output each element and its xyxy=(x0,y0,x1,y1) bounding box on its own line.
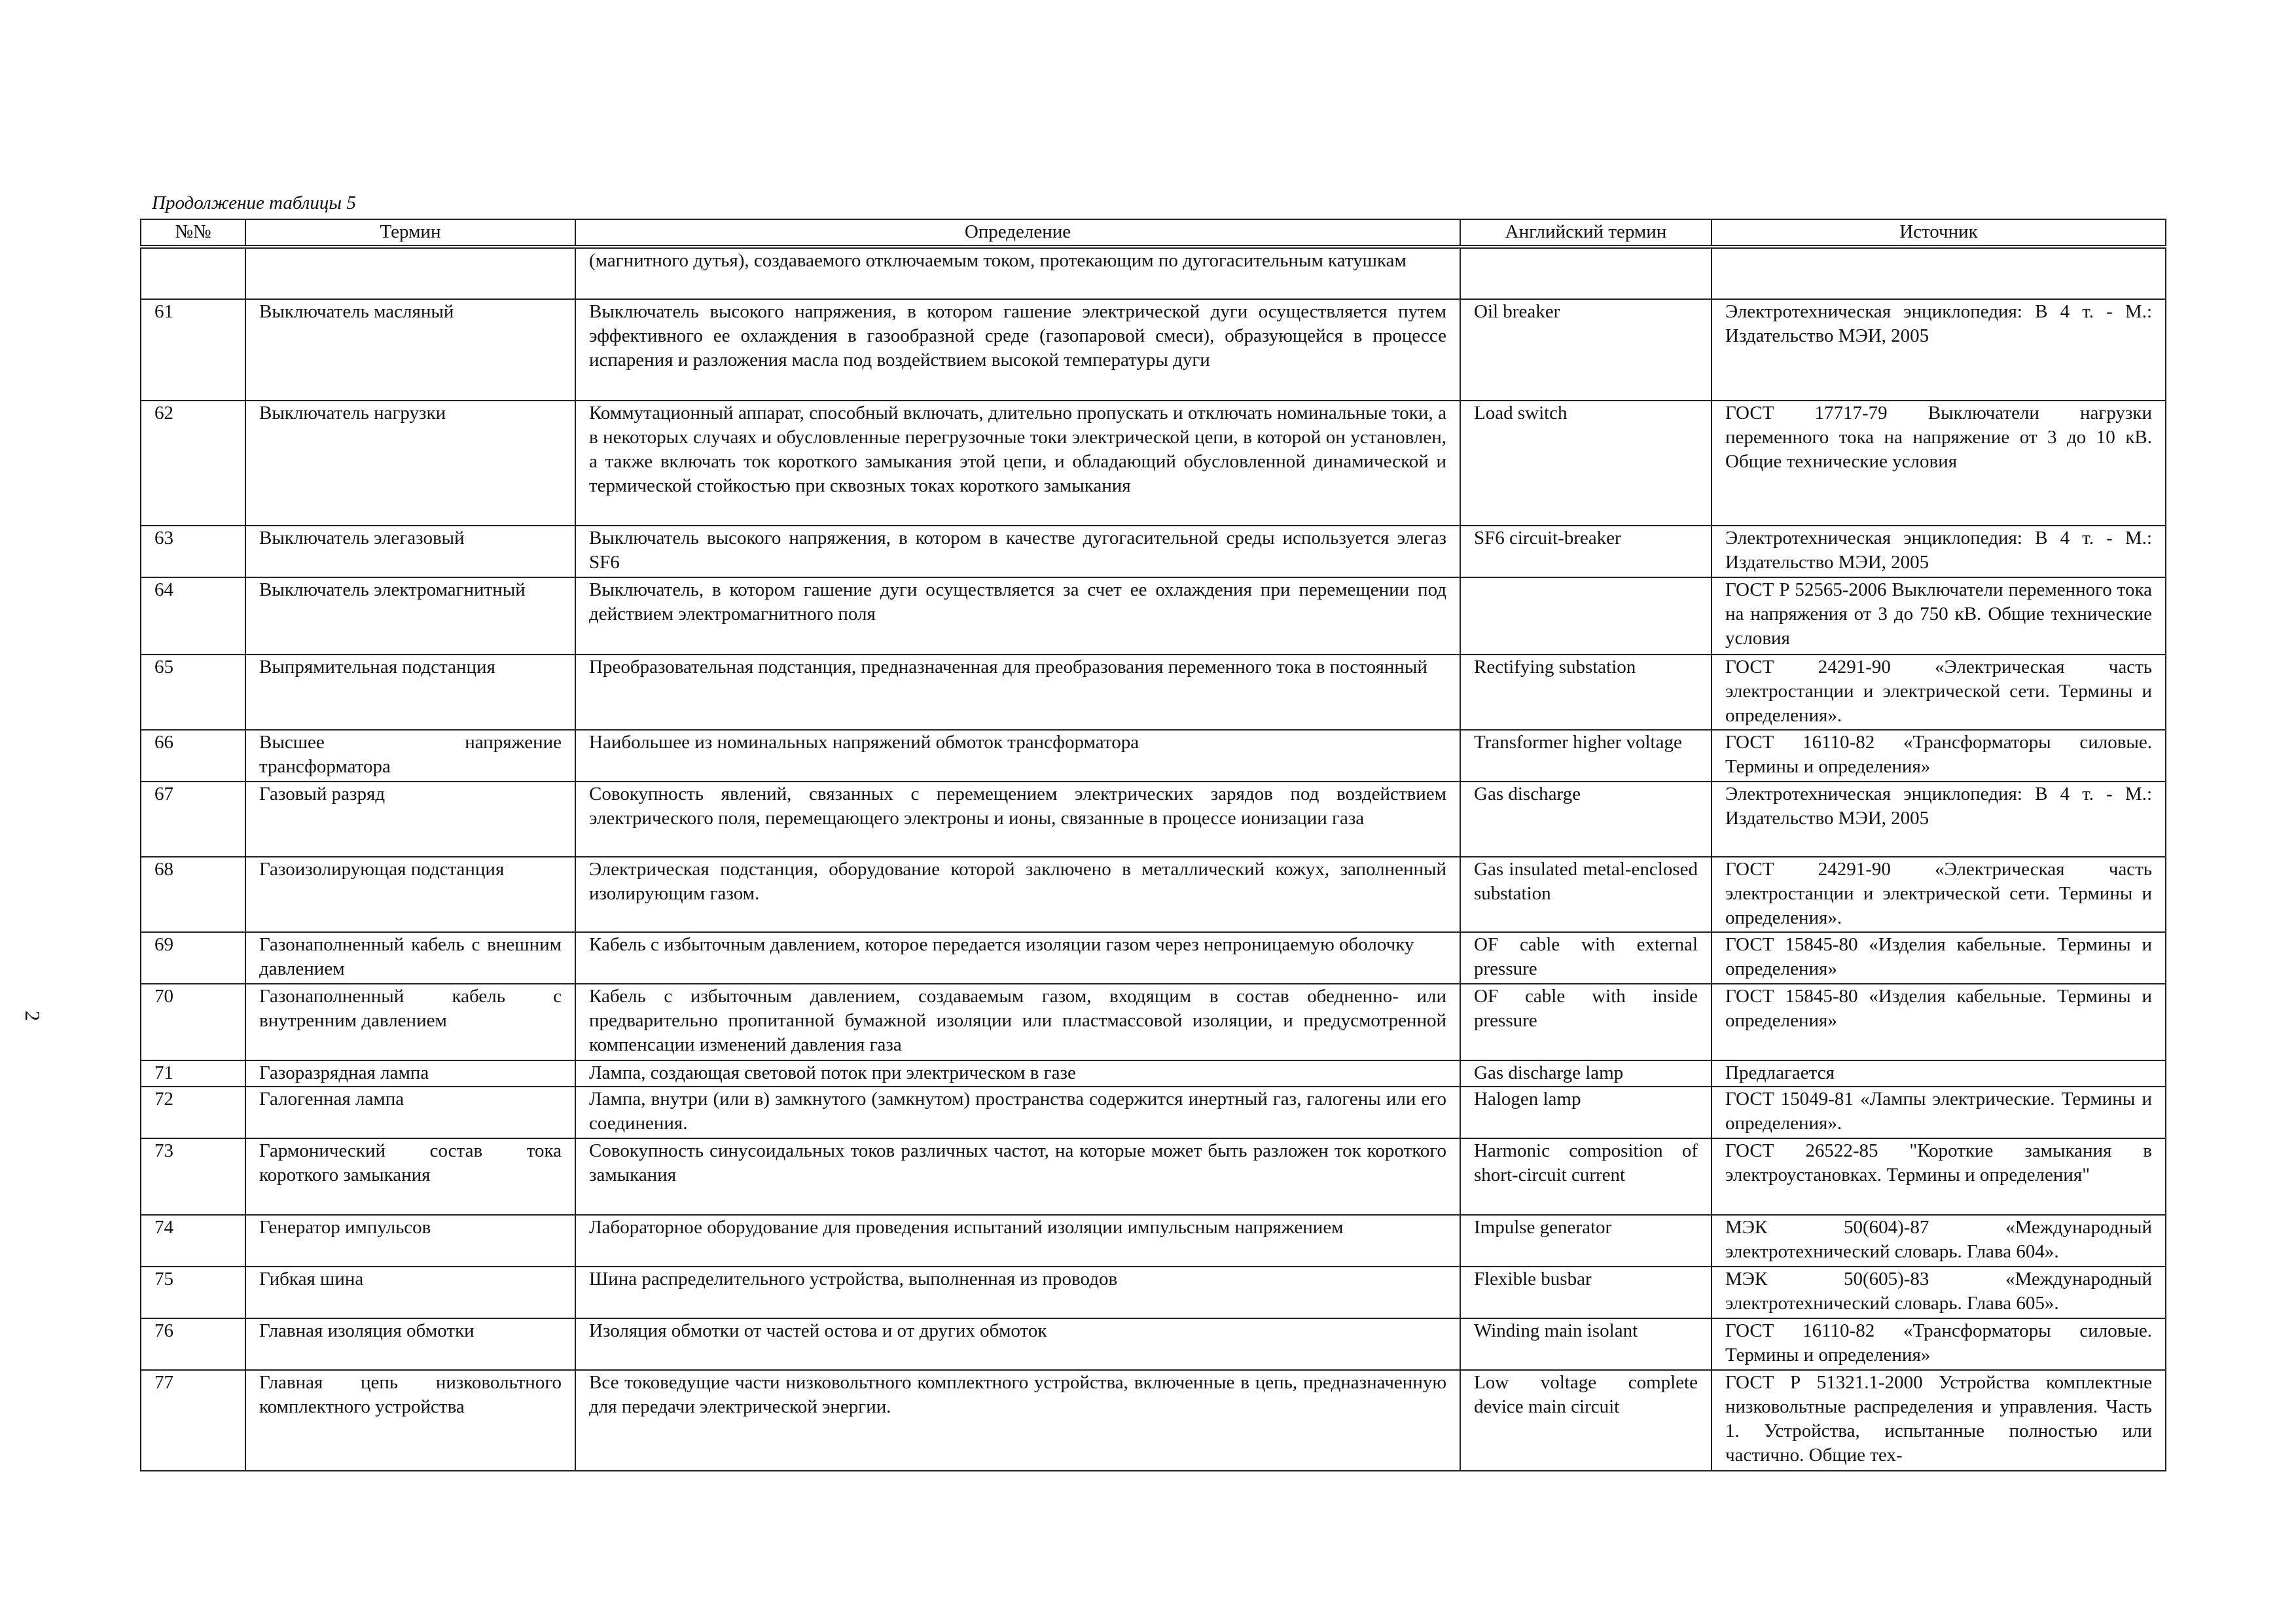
row-source: ГОСТ 15845-80 «Изделия кабельные. Термины и определения» xyxy=(1712,984,2166,1060)
table-header xyxy=(141,219,2166,247)
row-term: Выключатель элегазовый xyxy=(245,526,575,577)
row-term: Главная цепь низковольтного комплектного устройства xyxy=(245,1370,575,1471)
row-number: 68 xyxy=(141,857,245,932)
row-term: Газоразрядная лампа xyxy=(245,1060,575,1087)
row-definition: Выключатель высокого напряжения, в котором гашение электрической дуги осуществляется путем эффективного ее охлаждения в газообразной среде (газопаровой смеси), образующейся в процессе испарения и разложения масла под воздействием высокой температуры дуги xyxy=(575,299,1460,401)
table-row xyxy=(141,1215,2166,1267)
row-source: МЭК 50(605)-83 «Международный электротехнический словарь. Глава 605». xyxy=(1712,1267,2166,1318)
row-term: Выпрямительная подстанция xyxy=(245,655,575,730)
row-source: Электротехническая энциклопедия: В 4 т. - М.: Издательство МЭИ, 2005 xyxy=(1712,782,2166,857)
header-source: Источник xyxy=(1712,219,2166,247)
row-number: 74 xyxy=(141,1215,245,1267)
row-english-term: Transformer higher voltage xyxy=(1460,730,1712,782)
row-source: МЭК 50(604)-87 «Международный электротехнический словарь. Глава 604». xyxy=(1712,1215,2166,1267)
table-row xyxy=(141,1138,2166,1215)
row-number: 69 xyxy=(141,932,245,984)
table-row xyxy=(141,1370,2166,1471)
row-definition: Выключатель, в котором гашение дуги осуществляется за счет ее охлаждения при перемещении под действием электромагнитного поля xyxy=(575,577,1460,655)
table-row xyxy=(141,655,2166,730)
row-term: Генератор импульсов xyxy=(245,1215,575,1267)
row-term: Выключатель нагрузки xyxy=(245,401,575,526)
row-definition: Преобразовательная подстанция, предназначенная для преобразования переменного тока в постоянный xyxy=(575,655,1460,730)
table-row xyxy=(141,932,2166,984)
row-definition: Лампа, внутри (или в) замкнутого (замкнутом) пространства содержится инертный газ, галогены или его соединения. xyxy=(575,1087,1460,1138)
table-row xyxy=(141,857,2166,932)
row-source: Предлагается xyxy=(1712,1060,2166,1087)
row-term: Выключатель электромагнитный xyxy=(245,577,575,655)
row-source: ГОСТ 24291-90 «Электрическая часть электростанции и электрической сети. Термины и определения». xyxy=(1712,857,2166,932)
row-english-term: Low voltage complete device main circuit xyxy=(1460,1370,1712,1471)
row-english-term: Gas discharge xyxy=(1460,782,1712,857)
row-number: 77 xyxy=(141,1370,245,1471)
row-definition: Кабель с избыточным давлением, создаваемым газом, входящим в состав обедненно- или предварительно пропитанной бумажной изоляции или пластмассовой изоляции, и предусмотренной компенсации изменений давления газа xyxy=(575,984,1460,1060)
row-number: 67 xyxy=(141,782,245,857)
row-number xyxy=(141,247,245,299)
header-number: №№ xyxy=(141,219,245,247)
table-row xyxy=(141,1087,2166,1138)
table-row xyxy=(141,782,2166,857)
row-term: Гармонический состав тока короткого замыкания xyxy=(245,1138,575,1215)
page-number: 2 xyxy=(21,1011,45,1021)
row-number: 61 xyxy=(141,299,245,401)
row-english-term xyxy=(1460,577,1712,655)
row-english-term: Gas discharge lamp xyxy=(1460,1060,1712,1087)
row-source: Электротехническая энциклопедия: В 4 т. - М.: Издательство МЭИ, 2005 xyxy=(1712,299,2166,401)
row-english-term: SF6 circuit-breaker xyxy=(1460,526,1712,577)
row-source: ГОСТ 16110-82 «Трансформаторы силовые. Термины и определения» xyxy=(1712,1318,2166,1370)
row-source: ГОСТ Р 51321.1-2000 Устройства комплектные низковольтные распределения и управления. Часть 1. Устройства, испытанные полностью или частично. Общие тех- xyxy=(1712,1370,2166,1471)
row-term xyxy=(245,247,575,299)
row-definition: Наибольшее из номинальных напряжений обмоток трансформатора xyxy=(575,730,1460,782)
row-english-term xyxy=(1460,247,1712,299)
row-definition: Лабораторное оборудование для проведения испытаний изоляции импульсным напряжением xyxy=(575,1215,1460,1267)
row-term: Газонаполненный кабель с внутренним давлением xyxy=(245,984,575,1060)
row-source xyxy=(1712,247,2166,299)
row-english-term: Load switch xyxy=(1460,401,1712,526)
row-number: 76 xyxy=(141,1318,245,1370)
row-english-term: Rectifying substation xyxy=(1460,655,1712,730)
row-definition: Кабель с избыточным давлением, которое передается изоляции газом через непроницаемую оболочку xyxy=(575,932,1460,984)
row-definition: Лампа, создающая световой поток при электрическом в газе xyxy=(575,1060,1460,1087)
row-english-term: Oil breaker xyxy=(1460,299,1712,401)
row-number: 64 xyxy=(141,577,245,655)
row-definition: (магнитного дутья), создаваемого отключаемым током, протекающим по дугогасительным катушкам xyxy=(575,247,1460,299)
row-source: ГОСТ 24291-90 «Электрическая часть электростанции и электрической сети. Термины и определения». xyxy=(1712,655,2166,730)
table-row xyxy=(141,1060,2166,1087)
table-row xyxy=(141,984,2166,1060)
row-source: ГОСТ 15049-81 «Лампы электрические. Термины и определения». xyxy=(1712,1087,2166,1138)
row-definition: Коммутационный аппарат, способный включать, длительно пропускать и отключать номинальные токи, а в некоторых случаях и обусловленные перегрузочные токи электрической цепи, в которой он установлен, а также включать ток короткого замыкания этой цепи, и обладающий обусловленной динамической и термической стойкостью при сквозных токах короткого замыкания xyxy=(575,401,1460,526)
row-term: Галогенная лампа xyxy=(245,1087,575,1138)
row-number: 71 xyxy=(141,1060,245,1087)
row-source: ГОСТ Р 52565-2006 Выключатели переменного тока на напряжения от 3 до 750 кВ. Общие технические условия xyxy=(1712,577,2166,655)
header-row xyxy=(141,219,2166,247)
row-source: ГОСТ 17717-79 Выключатели нагрузки переменного тока на напряжение от 3 до 10 кВ. Общие технические условия xyxy=(1712,401,2166,526)
row-number: 73 xyxy=(141,1138,245,1215)
table-row xyxy=(141,577,2166,655)
table-row xyxy=(141,1318,2166,1370)
row-definition: Выключатель высокого напряжения, в котором в качестве дугогасительной среды используется элегаз SF6 xyxy=(575,526,1460,577)
row-number: 63 xyxy=(141,526,245,577)
row-source: ГОСТ 26522-85 "Короткие замыкания в электроустановках. Термины и определения" xyxy=(1712,1138,2166,1215)
table-row xyxy=(141,526,2166,577)
header-term: Термин xyxy=(245,219,575,247)
row-number: 65 xyxy=(141,655,245,730)
row-term: Высшее напряжение трансформатора xyxy=(245,730,575,782)
row-definition: Все токоведущие части низковольтного комплектного устройства, включенные в цепь, предназначенную для передачи электрической энергии. xyxy=(575,1370,1460,1471)
row-number: 72 xyxy=(141,1087,245,1138)
row-number: 70 xyxy=(141,984,245,1060)
row-definition: Совокупность синусоидальных токов различных частот, на которые может быть разложен ток короткого замыкания xyxy=(575,1138,1460,1215)
table-row xyxy=(141,1267,2166,1318)
row-term: Гибкая шина xyxy=(245,1267,575,1318)
row-number: 75 xyxy=(141,1267,245,1318)
header-definition: Определение xyxy=(575,219,1460,247)
table-row xyxy=(141,401,2166,526)
row-term: Выключатель масляный xyxy=(245,299,575,401)
row-definition: Электрическая подстанция, оборудование которой заключено в металлический кожух, заполненный изолирующим газом. xyxy=(575,857,1460,932)
row-english-term: Gas insulated metal-enclosed substation xyxy=(1460,857,1712,932)
row-english-term: Impulse generator xyxy=(1460,1215,1712,1267)
row-english-term: Halogen lamp xyxy=(1460,1087,1712,1138)
row-english-term: OF cable with inside pressure xyxy=(1460,984,1712,1060)
terms-table xyxy=(140,219,2166,1471)
row-english-term: OF cable with external pressure xyxy=(1460,932,1712,984)
header-english-term: Английский термин xyxy=(1460,219,1712,247)
row-source: ГОСТ 16110-82 «Трансформаторы силовые. Термины и определения» xyxy=(1712,730,2166,782)
table-row xyxy=(141,299,2166,401)
row-source: Электротехническая энциклопедия: В 4 т. - М.: Издательство МЭИ, 2005 xyxy=(1712,526,2166,577)
row-english-term: Winding main isolant xyxy=(1460,1318,1712,1370)
row-number: 66 xyxy=(141,730,245,782)
row-term: Газонаполненный кабель с внешним давлением xyxy=(245,932,575,984)
row-term: Газовый разряд xyxy=(245,782,575,857)
row-definition: Совокупность явлений, связанных с перемещением электрических зарядов под воздействием электрического поля, перемещающего электроны и ионы, связанные в процессе ионизации газа xyxy=(575,782,1460,857)
table-row xyxy=(141,730,2166,782)
row-term: Главная изоляция обмотки xyxy=(245,1318,575,1370)
table-body xyxy=(141,247,2166,1471)
table-caption: Продолжение таблицы 5 xyxy=(152,192,356,213)
row-definition: Изоляция обмотки от частей остова и от других обмоток xyxy=(575,1318,1460,1370)
row-source: ГОСТ 15845-80 «Изделия кабельные. Термины и определения» xyxy=(1712,932,2166,984)
row-english-term: Harmonic composition of short-circuit current xyxy=(1460,1138,1712,1215)
table-row xyxy=(141,247,2166,299)
row-term: Газоизолирующая подстанция xyxy=(245,857,575,932)
row-definition: Шина распределительного устройства, выполненная из проводов xyxy=(575,1267,1460,1318)
row-number: 62 xyxy=(141,401,245,526)
row-english-term: Flexible busbar xyxy=(1460,1267,1712,1318)
